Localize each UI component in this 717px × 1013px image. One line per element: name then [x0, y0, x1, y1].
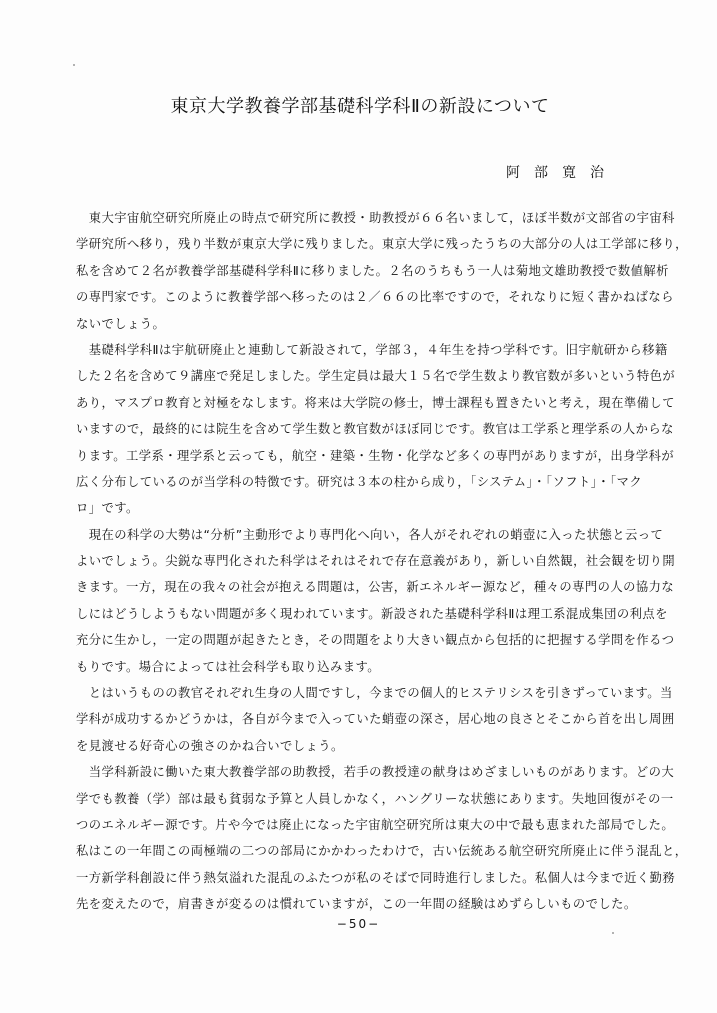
- text-line: ロ」です。: [76, 501, 139, 516]
- text-line: した２名を含めて９講座で発足しました。学生定員は最大１５名で学生数より教官数が多いという特色が: [76, 369, 676, 384]
- text-line: 東大宇宙航空研究所廃止の時点で研究所に教授・助教授が６６名いまして，ほぼ半数が文部省の宇宙科: [76, 211, 675, 225]
- text-line: 当学科新設に働いた東大教養学部の助教授，若手の教授達の献身はめざましいものがあります。どの大: [76, 765, 675, 780]
- text-line: 充分に生かし，一定の問題が起きたとき，その問題をより大きい観点から包括的に把握する学問を作るつ: [76, 633, 675, 648]
- scan-speck: [73, 64, 75, 66]
- body-text: [76, 205, 688, 918]
- page-number: −50−: [336, 917, 381, 931]
- document-title: 東京大学教養学部基礎科学科Ⅱの新設について: [170, 96, 550, 117]
- text-line: つのエネルギー源です。片や今では廃止になった宇宙航空研究所は東大の中で最も恵まれた部局でした。: [76, 817, 675, 832]
- text-line: 私を含めて２名が教養学部基礎科学科Ⅱに移りました。２名のうちもう一人は菊地文雄助教授で数値解析: [76, 263, 669, 278]
- text-line: を見渡せる好奇心の強さのかね合いでしょう。: [76, 738, 344, 753]
- text-line: 先を変えたので，肩書きが変るのは慣れていますが，この一年間の経験はめずらしいものでした。: [76, 897, 637, 912]
- text-line: しにはどうしようもない問題が多く現われています。新設された基礎科学科Ⅱは理工系混成集団の利点を: [76, 606, 668, 621]
- text-line: よいでしょう。尖鋭な専門化された科学はそれはそれで存在意義があり，新しい自然観，社会観を切り開: [76, 554, 676, 569]
- text-line: いますので，最終的には院生を含めて学生数と教官数がほぼ同じです。教官は工学系と理学系の人からな: [76, 422, 674, 437]
- text-line: あり，マスプロ教育と対極をなします。将来は大学院の修士，博士課程も置きたいと考え，現在準備して: [76, 395, 675, 410]
- text-line: 私はこの一年間この両極端の二つの部局にかかわったわけで，古い伝統ある航空研究所廃止に伴う混乱と，: [76, 844, 688, 859]
- text-line: 学科が成功するかどうかは，各自が今まで入っていた蛸壺の深さ，居心地の良さとそこから首を出し周囲: [76, 712, 675, 727]
- text-line: 広く分布しているのが当学科の特徴です。研究は３本の柱から成り，「システム」・「ソフト」・「マク: [76, 474, 643, 489]
- text-line: 現在の科学の大勢は“分析”主動形でより専門化へ向い，各人がそれぞれの蛸壺に入った状態と云って: [76, 527, 664, 542]
- text-line: とはいうものの教官それぞれ生身の人間ですし，今までの個人的ヒステリシスを引きずっています。当: [76, 686, 673, 701]
- author-name: 阿部寛治: [506, 165, 618, 181]
- text-line: きます。一方，現在の我々の社会が抱える問題は，公害，新エネルギー源など，種々の専門の人の協力な: [76, 580, 675, 595]
- text-line: もりです。場合によっては社会科学も取り込みます。: [76, 659, 380, 674]
- scan-speck: [612, 932, 614, 934]
- text-line: 一方新学科創設に伴う熱気溢れた混乱のふたつが私のそばで同時進行しました。私個人は今まで近く勤務: [76, 870, 676, 885]
- text-line: 学研究所へ移り，残り半数が東京大学に残りました。東京大学に残ったうちの大部分の人は工学部に移り，: [76, 237, 688, 252]
- text-line: ります。工学系・理学系と云っても，航空・建築・生物・化学など多くの専門がありますが，出身学科が: [76, 448, 675, 463]
- text-line: 基礎科学科Ⅱは宇航研廃止と連動して新設されて，学部３，４年生を持つ学科です。旧宇航研から移籍: [76, 342, 668, 357]
- text-line: の専門家です。このように教養学部へ移ったのは２／６６の比率ですので，それなりに短く書かねばなら: [76, 290, 674, 305]
- text-line: ないでしょう。: [76, 316, 166, 331]
- text-line: 学でも教養（学）部は最も貧弱な予算と人員しかなく，ハングリーな状態にあります。失地回復がその一: [76, 791, 674, 806]
